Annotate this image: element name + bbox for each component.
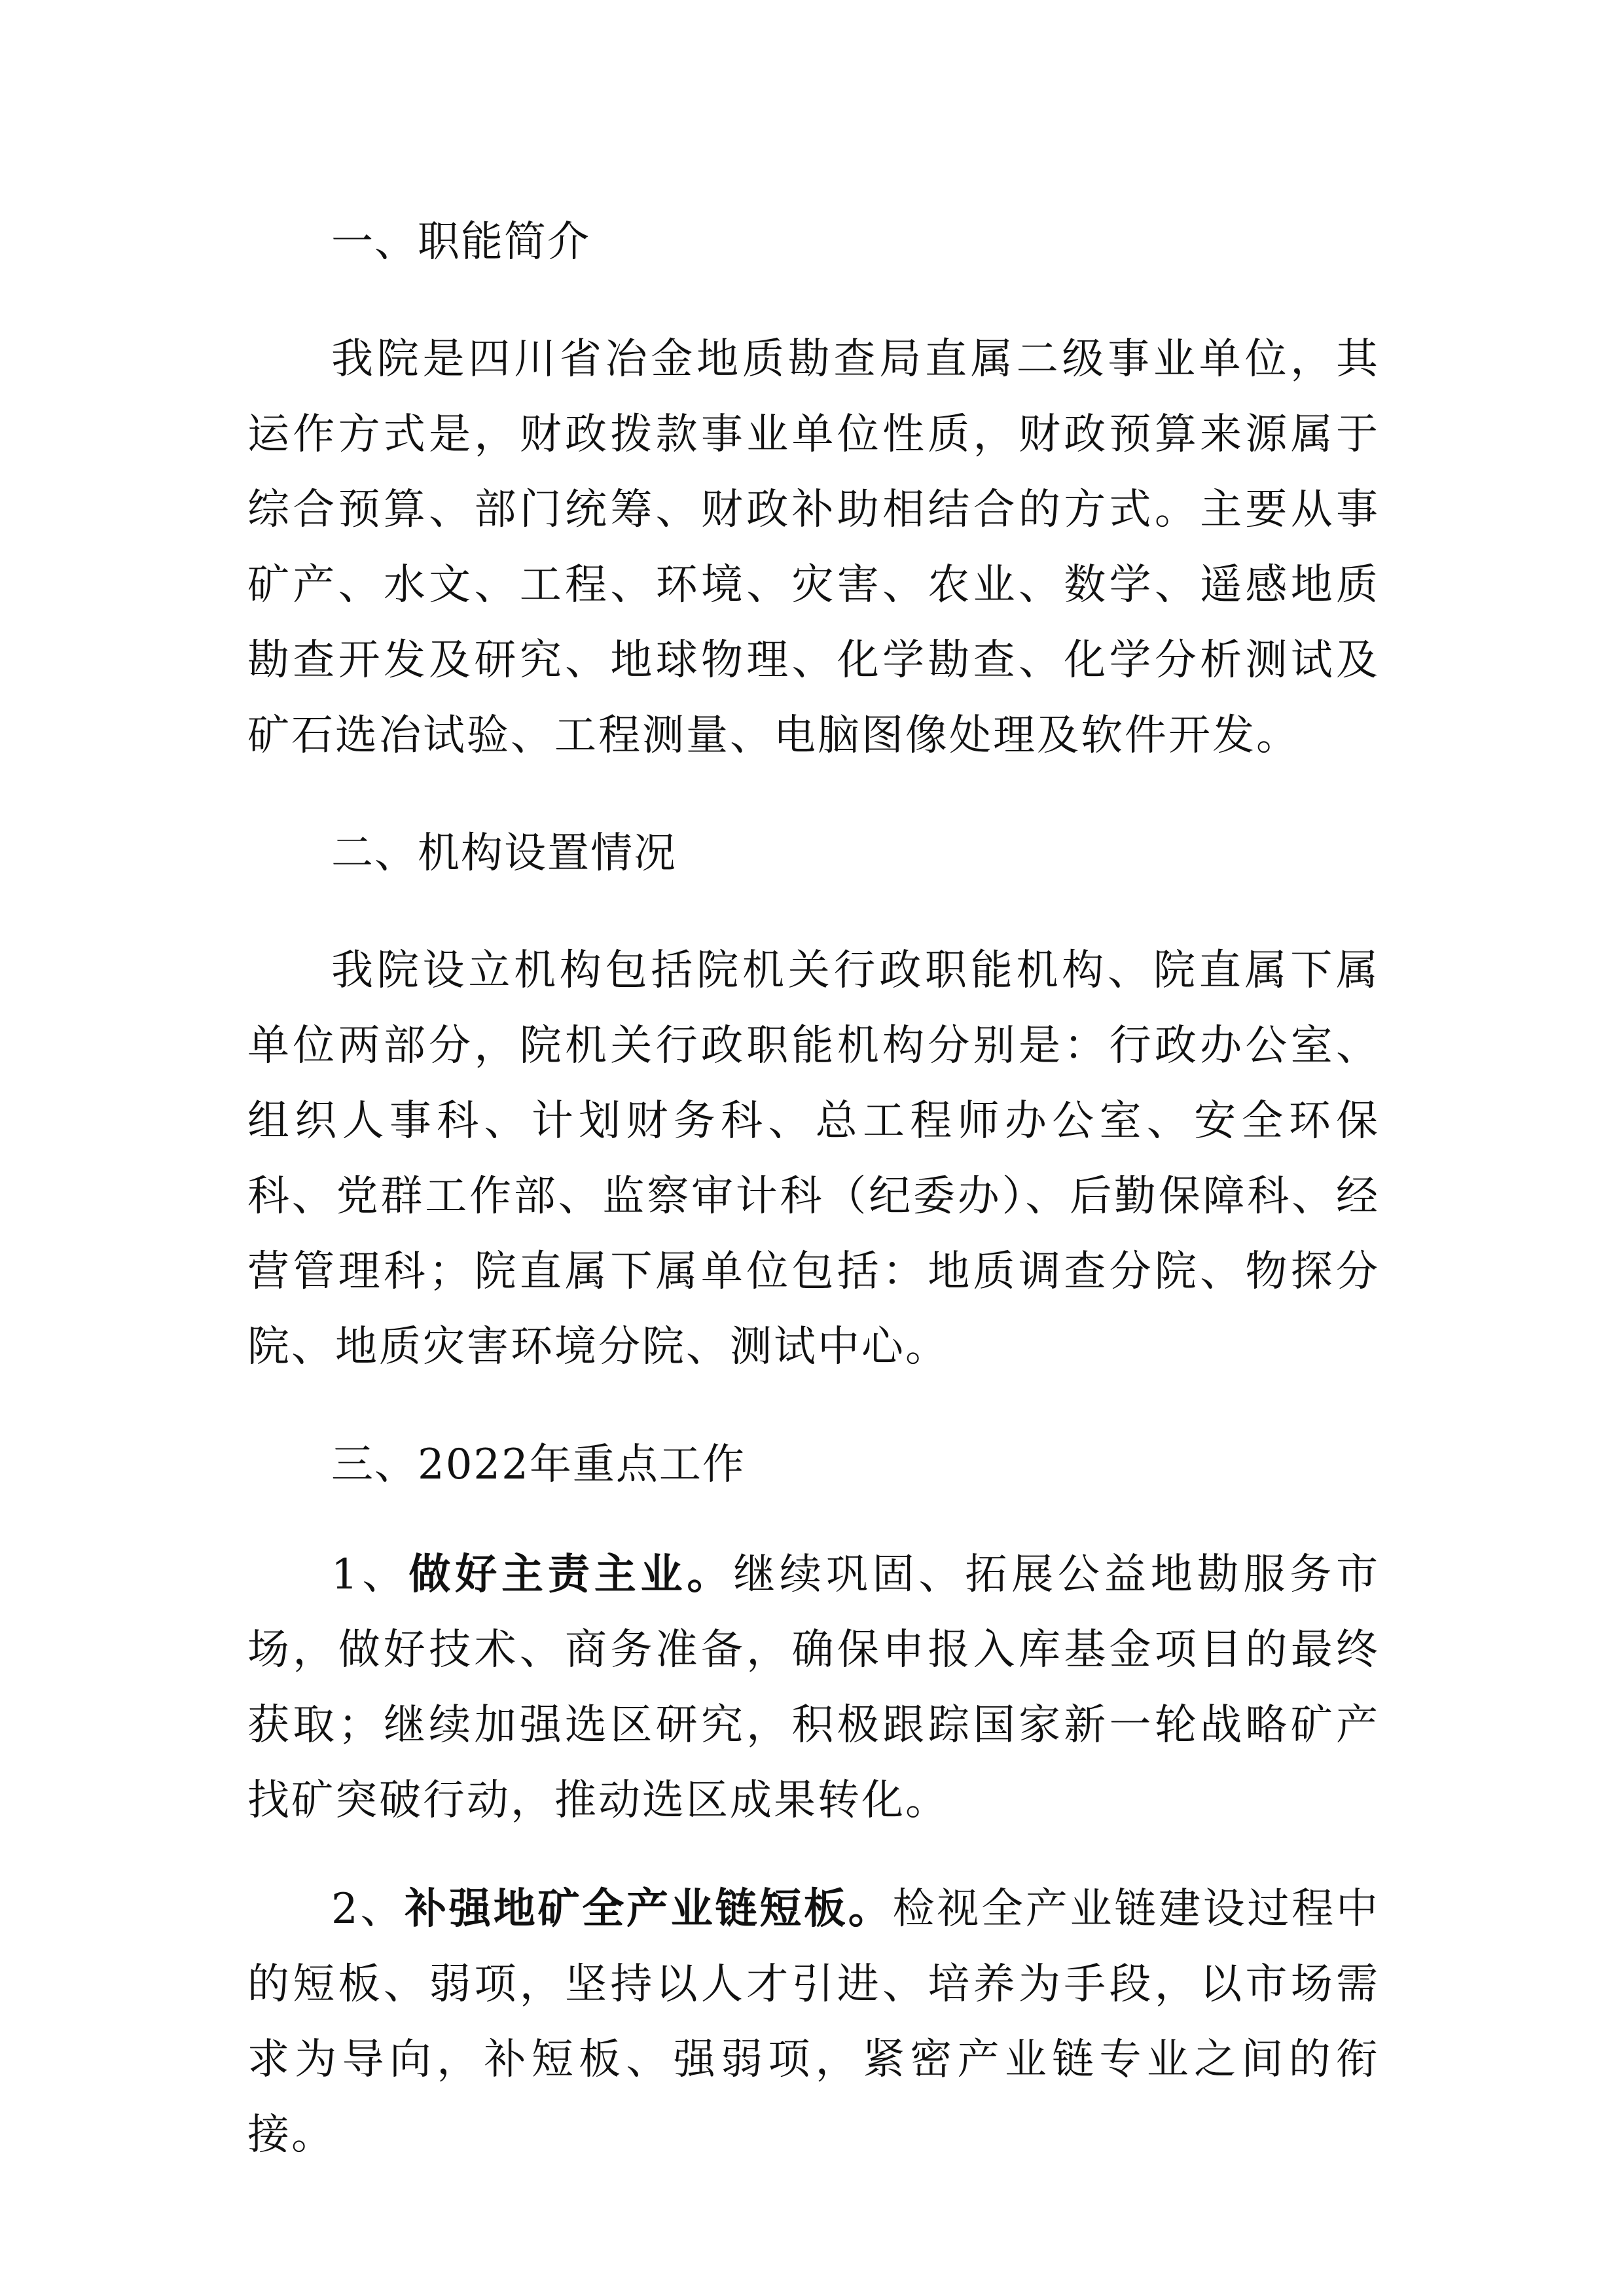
section-heading-functions: 一、职能简介: [331, 218, 590, 266]
key-work-item-2-body: 检视全产业链建设过程中的短板、弱项，坚持以人才引进、培养为手段，以市场需求为导向，补短板、强弱项，紧密产业链专业之间的衔接。: [247, 1885, 1380, 2159]
key-work-item-2-lead: 补强地矿全产业链短板。: [405, 1884, 893, 1933]
section-body-functions: 我院是四川省冶金地质勘查局直属二级事业单位，其运作方式是，财政拨款事业单位性质，财政预算来源属于综合预算、部门统筹、财政补助相结合的方式。主要从事矿产、水文、工程、环境、灾害、农业、数学、遥感地质勘查开发及研究、地球物理、化学勘查、化学分析测试及矿石选冶试验、工程测量、电脑图像处理及软件开发。: [247, 335, 1380, 760]
key-work-item-1-number: 1、: [331, 1551, 409, 1599]
document-content: [247, 203, 1380, 2173]
key-work-item-1: [247, 1537, 1380, 1839]
section-heading-key-work: 三、2022年重点工作: [331, 1441, 746, 1489]
key-work-item-2: [247, 1871, 1380, 2173]
section-heading-organization: 二、机构设置情况: [331, 829, 677, 878]
key-work-item-2-number: 2、: [331, 1885, 405, 1933]
section-body-organization: 我院设立机构包括院机关行政职能机构、院直属下属单位两部分，院机关行政职能机构分别是：行政办公室、组织人事科、计划财务科、总工程师办公室、安全环保科、党群工作部、监察审计科（纪委办）、后勤保障科、经营管理科；院直属下属单位包括：地质调查分院、物探分院、地质灾害环境分院、测试中心。: [247, 946, 1380, 1371]
key-work-item-1-lead: 做好主责主业。: [408, 1550, 734, 1599]
key-work-item-1-body: 继续巩固、拓展公益地勘服务市场，做好技术、商务准备，确保申报入库基金项目的最终获取；继续加强选区研究，积极跟踪国家新一轮战略矿产找矿突破行动，推动选区成果转化。: [247, 1551, 1380, 1825]
